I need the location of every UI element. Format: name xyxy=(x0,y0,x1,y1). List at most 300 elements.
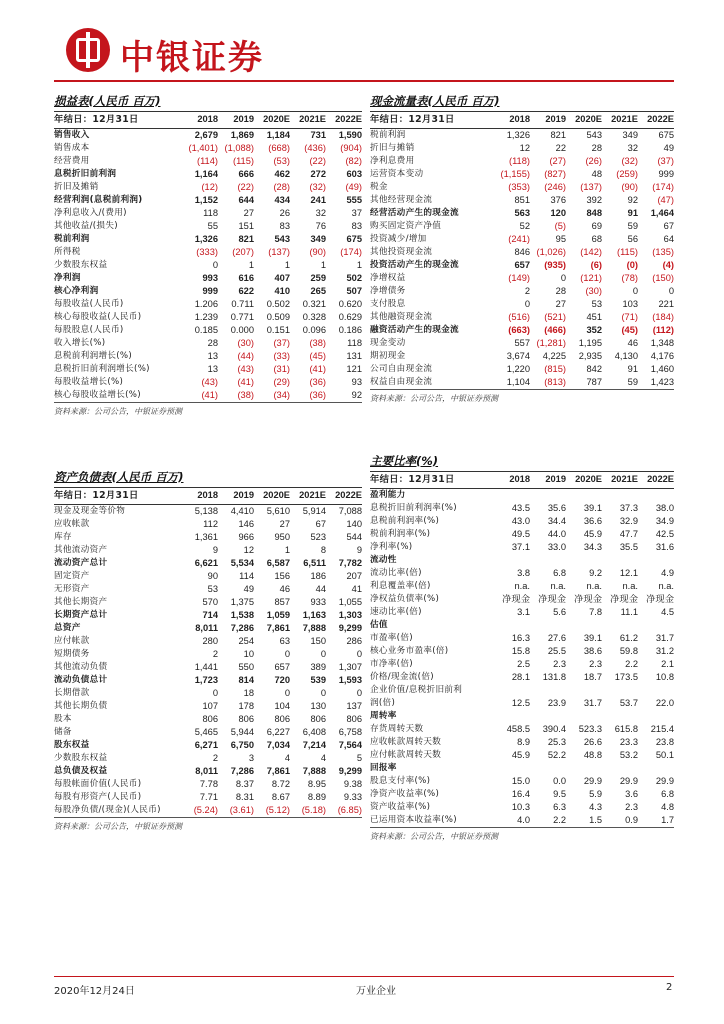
table-cell: (5) xyxy=(554,220,566,231)
table-cell: 27 xyxy=(555,298,566,309)
table-cell: 1,326 xyxy=(506,129,530,140)
table-cell: 186 xyxy=(310,570,326,581)
table-cell: (22) xyxy=(309,155,326,166)
table-cell: 26.6 xyxy=(583,736,602,747)
table-cell: 37 xyxy=(351,207,362,218)
table-cell: 720 xyxy=(274,674,290,685)
table-cell: 146 xyxy=(238,518,254,529)
row-label: 息税前利润率(%) xyxy=(370,515,440,526)
table-row xyxy=(370,298,674,311)
table-cell xyxy=(638,554,674,567)
table-cell: 806 xyxy=(274,713,290,724)
table-cell xyxy=(530,710,566,723)
row-label: 市净率(倍) xyxy=(370,658,413,669)
row-label: 经营利润(息税前利润) xyxy=(54,194,143,205)
table-cell: (53) xyxy=(273,155,290,166)
table-cell: 434 xyxy=(274,194,290,205)
table-row xyxy=(54,674,362,687)
table-row xyxy=(54,272,362,285)
table-cell: 806 xyxy=(202,713,218,724)
table-cell: 2,679 xyxy=(194,129,218,140)
table-cell: 1,220 xyxy=(506,363,530,374)
table-cell: (115) xyxy=(616,246,638,257)
table-cell: 8,011 xyxy=(195,765,218,776)
table-cell: (27) xyxy=(549,155,566,166)
row-label: 资产收益率(%) xyxy=(370,801,431,812)
row-label: 少数股东权益 xyxy=(54,259,108,270)
row-label: 利息覆盖率(倍) xyxy=(370,580,431,591)
table-cell: 215.4 xyxy=(650,723,674,734)
table-cell: 254 xyxy=(238,635,254,646)
table-cell: 1,723 xyxy=(194,674,218,685)
row-label: 应付帐款周转天数 xyxy=(370,749,442,760)
table-cell: 31.7 xyxy=(583,697,602,708)
table-cell: 36.6 xyxy=(583,515,602,526)
table-cell: 45.9 xyxy=(511,749,530,760)
table-cell: 47.7 xyxy=(619,528,638,539)
table-cell: 13 xyxy=(207,350,218,361)
table-cell: 458.5 xyxy=(506,723,530,734)
table-row xyxy=(370,350,674,363)
table-cell: (813) xyxy=(544,376,566,387)
column-header: 2018 xyxy=(182,488,218,504)
table-cell: 31.7 xyxy=(655,632,674,643)
table-cell: 851 xyxy=(514,194,530,205)
table-cell xyxy=(566,684,602,697)
table-cell: 34.9 xyxy=(655,515,674,526)
table-cell: 8.31 xyxy=(235,791,254,802)
table-cell xyxy=(494,762,530,775)
table-cell: 806 xyxy=(238,713,254,724)
row-label: 净利息收入/(费用) xyxy=(54,207,127,218)
table-cell: 103 xyxy=(622,298,638,309)
row-label: 无形资产 xyxy=(54,583,90,594)
table-cell: 0.620 xyxy=(338,298,362,309)
table-cell: 539 xyxy=(310,674,326,685)
table-cell: 38.6 xyxy=(583,645,602,656)
table-cell: 1,375 xyxy=(230,596,254,607)
table-row xyxy=(370,502,674,515)
ratios-source: 资料来源：公司公告，中银证券预测 xyxy=(370,827,674,843)
row-label: 运营资本变动 xyxy=(370,168,424,179)
row-label: 流动负债总计 xyxy=(54,674,108,685)
table-cell: 2.2 xyxy=(553,814,566,825)
column-header: 2022E xyxy=(326,112,362,128)
table-cell: 390.4 xyxy=(542,723,566,734)
table-cell: 0 xyxy=(284,648,290,659)
table-cell: 0 xyxy=(320,687,326,698)
table-cell xyxy=(638,710,674,723)
table-cell: 18.7 xyxy=(583,671,602,682)
table-cell: 18 xyxy=(243,687,254,698)
table-cell xyxy=(530,554,566,567)
table-cell: 1 xyxy=(356,259,362,270)
table-cell: 2.3 xyxy=(553,658,566,669)
column-header: 年结日：12月31日 xyxy=(54,112,182,128)
table-cell: 806 xyxy=(310,713,326,724)
row-label: 经营费用 xyxy=(54,155,90,166)
table-cell: (1,401) xyxy=(188,142,218,153)
table-cell xyxy=(530,684,566,697)
column-header: 2018 xyxy=(182,112,218,128)
table-cell: 7.8 xyxy=(589,606,602,617)
row-label: 企业价值/息税折旧前利 xyxy=(370,684,463,695)
table-cell xyxy=(602,684,638,697)
table-cell: (353) xyxy=(508,181,530,192)
table-cell: 2 xyxy=(212,648,218,659)
table-cell: 53 xyxy=(591,298,602,309)
table-cell: 5.9 xyxy=(589,788,602,799)
row-label: 总负债及权益 xyxy=(54,765,108,776)
table-cell: 0.000 xyxy=(230,324,254,335)
table-cell: 0 xyxy=(212,687,218,698)
table-row xyxy=(370,658,674,671)
table-row xyxy=(54,739,362,752)
table-cell: 0 xyxy=(560,272,566,283)
table-cell: 34.3 xyxy=(583,541,602,552)
table-cell: (26) xyxy=(585,155,602,166)
table-cell: 675 xyxy=(658,129,674,140)
table-row xyxy=(370,684,674,697)
table-cell: 7,564 xyxy=(338,739,362,750)
table-cell: (12) xyxy=(201,181,218,192)
table-cell: 43.0 xyxy=(511,515,530,526)
table-cell: 42.5 xyxy=(655,528,674,539)
table-cell: 2.2 xyxy=(625,658,638,669)
row-label: 回报率 xyxy=(370,762,397,773)
table-cell: 68 xyxy=(591,233,602,244)
ratios-title: 主要比率(%) xyxy=(370,450,674,472)
column-header: 2020E xyxy=(566,112,602,128)
table-cell: 52 xyxy=(519,220,530,231)
table-row xyxy=(54,168,362,181)
table-row xyxy=(370,697,674,710)
row-label: 每股有形资产(人民币) xyxy=(54,791,142,802)
table-cell: 6,271 xyxy=(194,739,218,750)
table-cell: (150) xyxy=(652,272,674,283)
table-cell: 5,138 xyxy=(194,505,218,516)
table-cell: 6,227 xyxy=(266,726,290,737)
table-cell: (6.85) xyxy=(337,804,362,815)
table-cell: (1,281) xyxy=(536,337,566,348)
table-cell: 5,465 xyxy=(194,726,218,737)
footer-category: 万业企业 xyxy=(356,986,396,997)
table-cell: 10 xyxy=(243,648,254,659)
table-cell: 151 xyxy=(238,220,254,231)
table-cell: 15.8 xyxy=(511,645,530,656)
table-cell: 50.1 xyxy=(655,749,674,760)
table-cell: 104 xyxy=(274,700,290,711)
table-cell: 241 xyxy=(310,194,326,205)
row-label: 流动比率(倍) xyxy=(370,567,422,578)
table-cell: 95 xyxy=(555,233,566,244)
table-row xyxy=(370,580,674,593)
table-cell: (32) xyxy=(621,155,638,166)
table-cell: (41) xyxy=(309,363,326,374)
row-label: 估值 xyxy=(370,619,388,630)
row-label: 应收帐款周转天数 xyxy=(370,736,442,747)
table-cell: 45.9 xyxy=(583,528,602,539)
table-cell: 156 xyxy=(274,570,290,581)
table-cell: 1.7 xyxy=(661,814,674,825)
table-row xyxy=(370,311,674,324)
table-cell: n.a. xyxy=(658,580,674,591)
table-cell: (1,026) xyxy=(536,246,566,257)
table-cell: (36) xyxy=(309,376,326,387)
table-row xyxy=(370,814,674,827)
table-cell: 1,441 xyxy=(194,661,218,672)
table-cell: 1 xyxy=(284,544,290,555)
table-cell: 7,034 xyxy=(266,739,290,750)
table-cell: 814 xyxy=(238,674,254,685)
table-cell: 22.0 xyxy=(655,697,674,708)
table-cell: 821 xyxy=(550,129,566,140)
table-cell: (137) xyxy=(580,181,602,192)
table-cell: 0.185 xyxy=(194,324,218,335)
table-cell: 1,423 xyxy=(650,376,674,387)
table-cell xyxy=(494,488,530,502)
table-cell: 4,130 xyxy=(614,350,638,361)
table-cell: 91 xyxy=(627,363,638,374)
table-cell: 821 xyxy=(238,233,254,244)
table-cell: 1 xyxy=(248,259,254,270)
table-cell xyxy=(494,554,530,567)
table-row xyxy=(54,622,362,635)
table-cell: 7.71 xyxy=(199,791,218,802)
table-cell: 26 xyxy=(279,207,290,218)
row-label: 投资减少/增加 xyxy=(370,233,427,244)
table-cell: (82) xyxy=(345,155,362,166)
table-cell: 644 xyxy=(238,194,254,205)
key-ratios xyxy=(370,450,674,843)
table-cell xyxy=(494,619,530,632)
table-cell: 4,410 xyxy=(230,505,254,516)
table-cell xyxy=(566,488,602,502)
table-cell: 25.3 xyxy=(547,736,566,747)
table-cell: 150 xyxy=(310,635,326,646)
ratios-table xyxy=(370,472,674,827)
table-cell: 1,152 xyxy=(194,194,218,205)
table-cell xyxy=(602,762,638,775)
table-row xyxy=(370,554,674,567)
table-cell: 389 xyxy=(310,661,326,672)
row-label: 收入增长(%) xyxy=(54,337,106,348)
table-cell: 842 xyxy=(586,363,602,374)
table-row xyxy=(370,181,674,194)
table-cell: 787 xyxy=(586,376,602,387)
table-cell: 12 xyxy=(243,544,254,555)
table-row xyxy=(54,557,362,570)
table-row xyxy=(54,181,362,194)
table-cell: 43.5 xyxy=(511,502,530,513)
table-cell: 0.502 xyxy=(266,298,290,309)
table-cell: 544 xyxy=(346,531,362,542)
row-label: 每股帐面价值(人民币) xyxy=(54,778,142,789)
table-cell: 28.1 xyxy=(511,671,530,682)
table-cell: 1,184 xyxy=(266,129,290,140)
table-cell: 8.9 xyxy=(517,736,530,747)
table-row xyxy=(370,801,674,814)
column-header: 2021E xyxy=(290,112,326,128)
table-header-row xyxy=(54,488,362,504)
table-cell: n.a. xyxy=(514,580,530,591)
table-cell: 178 xyxy=(238,700,254,711)
table-cell: (521) xyxy=(544,311,566,322)
table-cell: 31.6 xyxy=(655,541,674,552)
table-cell: 2.3 xyxy=(625,801,638,812)
table-cell: 6.3 xyxy=(553,801,566,812)
table-cell: 6,587 xyxy=(266,557,290,568)
table-row xyxy=(54,583,362,596)
table-cell: 12.5 xyxy=(511,697,530,708)
table-cell: 52.2 xyxy=(547,749,566,760)
table-cell: 15.0 xyxy=(511,775,530,786)
table-row xyxy=(370,128,674,142)
table-cell: 1,869 xyxy=(230,129,254,140)
balance-sheet xyxy=(54,466,362,833)
table-cell: 0 xyxy=(524,298,530,309)
table-cell: 1,460 xyxy=(650,363,674,374)
row-label: 存货周转天数 xyxy=(370,723,424,734)
table-cell: 846 xyxy=(514,246,530,257)
table-cell: 507 xyxy=(346,285,362,296)
table-cell: 0.629 xyxy=(338,311,362,322)
table-cell: 265 xyxy=(310,285,326,296)
logo-bar-icon xyxy=(86,32,90,68)
table-row xyxy=(370,246,674,259)
table-cell: (142) xyxy=(580,246,602,257)
table-cell: (1,155) xyxy=(500,168,530,179)
table-cell: 69 xyxy=(591,220,602,231)
table-cell: 6,758 xyxy=(338,726,362,737)
row-label: 流动资产总计 xyxy=(54,557,108,568)
table-cell: 9.33 xyxy=(343,791,362,802)
table-cell: 451 xyxy=(586,311,602,322)
table-row xyxy=(54,778,362,791)
table-row xyxy=(54,298,362,311)
table-row xyxy=(54,259,362,272)
row-label: 盈利能力 xyxy=(370,489,406,500)
table-cell: 8,011 xyxy=(195,622,218,633)
table-cell: 44 xyxy=(315,583,326,594)
table-cell xyxy=(638,619,674,632)
table-cell: 4,176 xyxy=(650,350,674,361)
table-cell: (30) xyxy=(237,337,254,348)
table-cell xyxy=(566,554,602,567)
table-cell xyxy=(530,619,566,632)
table-cell: 523.3 xyxy=(578,723,602,734)
column-header: 2021E xyxy=(602,472,638,488)
table-cell: 12.1 xyxy=(619,567,638,578)
table-row xyxy=(54,713,362,726)
cashflow-table xyxy=(370,112,674,389)
column-header: 2020E xyxy=(566,472,602,488)
row-label: 少数股东权益 xyxy=(54,752,108,763)
table-row xyxy=(370,337,674,350)
table-row xyxy=(54,504,362,518)
row-label: 支付股息 xyxy=(370,298,406,309)
row-label: 净利润 xyxy=(54,272,81,283)
table-cell: 59.8 xyxy=(619,645,638,656)
table-cell: 6.8 xyxy=(661,788,674,799)
row-label: 折旧与摊销 xyxy=(370,142,415,153)
table-cell: (34) xyxy=(273,389,290,400)
table-row xyxy=(54,531,362,544)
table-cell: 731 xyxy=(310,129,326,140)
table-cell xyxy=(494,684,530,697)
table-cell: 净现金 xyxy=(538,593,566,604)
table-cell: 2 xyxy=(524,285,530,296)
table-cell: 616 xyxy=(238,272,254,283)
table-cell: (333) xyxy=(196,246,218,257)
table-cell: 67 xyxy=(315,518,326,529)
table-cell: 1,348 xyxy=(650,337,674,348)
table-cell: 29.9 xyxy=(619,775,638,786)
table-cell: 0.186 xyxy=(338,324,362,335)
row-label: 净资产收益率(%) xyxy=(370,788,440,799)
table-cell: 2.1 xyxy=(661,658,674,669)
footer-divider xyxy=(54,976,674,977)
table-cell: 1,104 xyxy=(506,376,530,387)
table-cell: 130 xyxy=(310,700,326,711)
row-label: 库存 xyxy=(54,531,72,542)
table-cell: (29) xyxy=(273,376,290,387)
table-cell: 59 xyxy=(627,376,638,387)
table-cell: 9.2 xyxy=(589,567,602,578)
table-cell: (37) xyxy=(273,337,290,348)
table-cell: 2 xyxy=(212,752,218,763)
page-number: 2 xyxy=(666,982,673,993)
table-cell: 49 xyxy=(663,142,674,153)
table-cell: 35.6 xyxy=(547,502,566,513)
table-cell: 49 xyxy=(243,583,254,594)
table-row xyxy=(370,606,674,619)
table-cell: 29.9 xyxy=(583,775,602,786)
table-cell: (174) xyxy=(340,246,362,257)
table-cell: 137 xyxy=(346,700,362,711)
table-cell: 950 xyxy=(274,531,290,542)
table-cell: 410 xyxy=(274,285,290,296)
table-cell: 259 xyxy=(310,272,326,283)
table-cell: 407 xyxy=(274,272,290,283)
table-cell: 555 xyxy=(346,194,362,205)
column-header: 2021E xyxy=(602,112,638,128)
table-cell: 118 xyxy=(347,337,362,348)
table-cell: 140 xyxy=(346,518,362,529)
table-row xyxy=(370,736,674,749)
table-cell: 349 xyxy=(622,129,638,140)
table-cell: 0 xyxy=(284,687,290,698)
table-cell: 280 xyxy=(202,635,218,646)
table-cell: 76 xyxy=(315,220,326,231)
table-cell: 3.8 xyxy=(517,567,530,578)
table-cell: 1,059 xyxy=(266,609,290,620)
table-cell: 7.78 xyxy=(199,778,218,789)
table-cell: 131.8 xyxy=(542,671,566,682)
column-header: 2018 xyxy=(494,112,530,128)
table-cell: 92 xyxy=(627,194,638,205)
table-cell: (466) xyxy=(544,324,566,335)
table-cell: 1 xyxy=(320,259,326,270)
table-cell: 376 xyxy=(550,194,566,205)
table-cell: 8.89 xyxy=(307,791,326,802)
column-header: 2019 xyxy=(218,112,254,128)
table-cell: 675 xyxy=(346,233,362,244)
table-cell: 34.4 xyxy=(547,515,566,526)
column-header: 2021E xyxy=(290,488,326,504)
table-row xyxy=(370,233,674,246)
table-cell: 23.3 xyxy=(619,736,638,747)
